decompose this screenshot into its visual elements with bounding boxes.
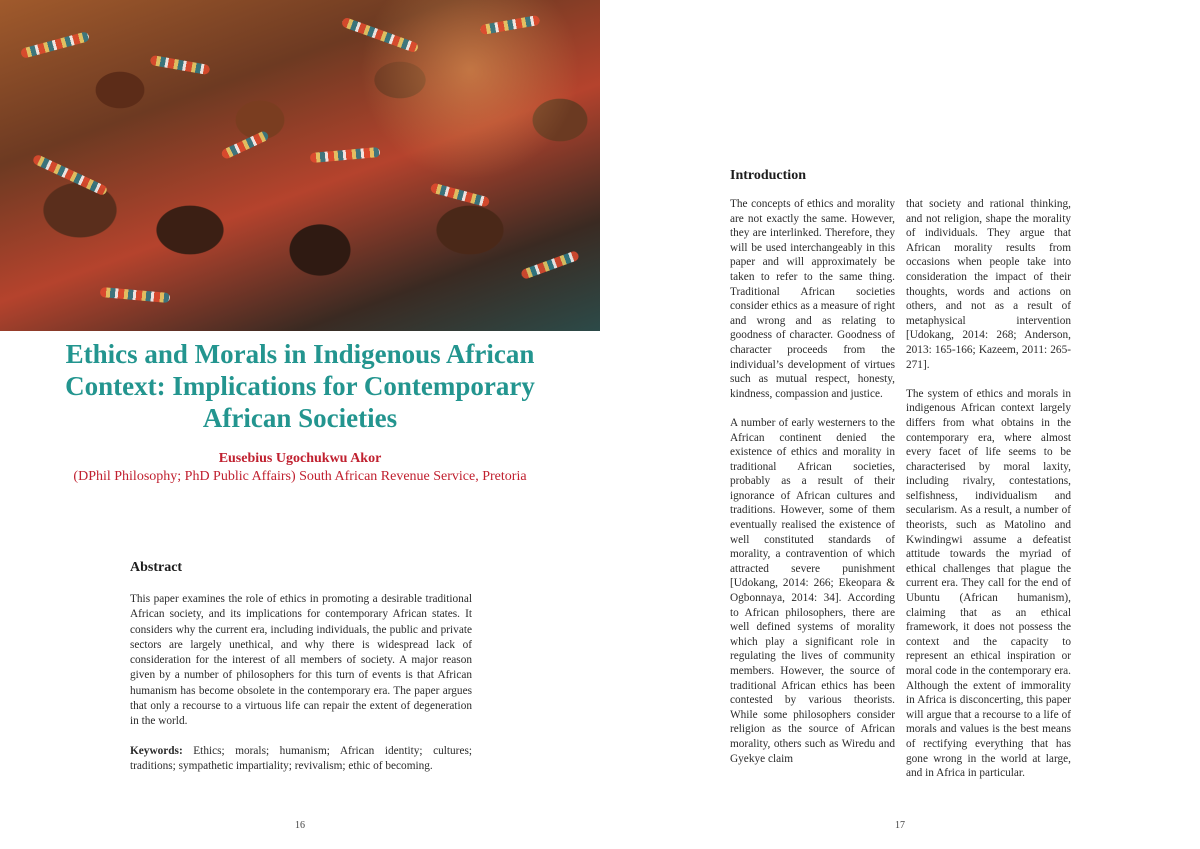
photo-beadwork: [32, 154, 109, 197]
cover-photo-crowd: [0, 0, 600, 331]
photo-beadwork: [220, 130, 270, 160]
photo-beadwork: [520, 250, 580, 280]
page-number-right: 17: [895, 820, 905, 831]
photo-beadwork: [100, 287, 171, 303]
paragraph: that society and rational thinking, and not religion, shape the morality of individuals. They argue that African morality results from occasions when people take into consideration the impact of their thoughts, words and actions on others, and not as a result of metaphysical intervention [Udokang, 2014: 268; Anderson, 2013: 165-166; Kazeem, 2011: 265-271].: [906, 198, 1071, 371]
photo-beadwork: [150, 55, 211, 75]
photo-beadwork: [430, 182, 491, 207]
photo-beadwork: [310, 147, 381, 163]
article-title: Ethics and Morals in Indigenous African Context: Implications for Contemporary African Societies: [65, 339, 535, 433]
text-column-right: [906, 197, 1071, 795]
keywords: [130, 744, 472, 775]
text-column-left: [730, 197, 895, 781]
paragraph: A number of early westerners to the African continent denied the existence of ethics and morality in traditional African societies, probably as a result of their ignorance of African cultures and traditions. However, some of them eventually realised the existence of well constituted standards of morality, a contravention of which attracted severe punishment [Udokang, 2014: 266; Ekeopara & Ogbonnaya, 2014: 34]. According to African philosophers, there are well defined systems of morality which play a significant role in regulating the lives of community members. However, the source of traditional African ethics has been contested by various theorists. While some philosophers consider religion as the source of African morality, others such as Wiredu and Gyekye claim: [730, 416, 895, 765]
introduction-heading: Introduction: [730, 168, 806, 183]
paragraph: The system of ethics and morals in indigenous African context largely differs from what obtains in the contemporary era, where almost every facet of life seems to be characterised by moral laxity, including rivalry, contestations, selfishness, individualism and secularism. As a result, a number of theorists, such as Matolino and Kwindingwi assume a defeatist attitude towards the myriad of ethical challenges that plague the current era. They call for the end of Ubuntu (African humanism), claiming that as an ethical framework, it does not possess the context and the capacity to represent an ethical inspiration or moral code in the contemporary era. Although the extent of immorality in Africa is disconcerting, this paper will argue that a recourse to a life of morals and values is the best means of rectifying everything that has gone wrong in the world at large, and in Africa in particular.: [906, 387, 1071, 780]
paragraph: The concepts of ethics and morality are not exactly the same. However, they are interlinked. Therefore, they will be used interchangeably in this paper and will approximately be taken to refer to the same thing. Traditional African societies consider ethics as a measure of right and wrong and as relating to goodness of character. Goodness of character proceeds from the individual’s development of virtues such as mutual respect, honesty, kindness, compassion and justice.: [730, 198, 895, 400]
page-number-left: 16: [295, 820, 305, 831]
author-affiliation: (DPhil Philosophy; PhD Public Affairs) South African Revenue Service, Pretoria: [73, 469, 527, 484]
keywords-text: Ethics; morals; humanism; African identity; cultures; traditions; sympathetic impartiality; revivalism; ethic of becoming.: [130, 744, 472, 772]
photo-beadwork: [20, 31, 90, 59]
abstract-section: [130, 560, 472, 788]
abstract-heading: Abstract: [130, 560, 183, 575]
author-name: Eusebius Ugochukwu Akor: [218, 451, 382, 466]
photo-light: [360, 0, 580, 180]
abstract-text: This paper examines the role of ethics in promoting a desirable traditional African society, and its implications for contemporary African states. It considers why the current era, including individuals, the public and private sectors are largely unethical, and why there is widespread lack of consideration for the interest of all members of society. A major reason given by a number of philosophers for this turn of events is that African humanism has become obsolete in the contemporary era. The paper argues that only a recourse to a virtuous life can repair the extent of degeneration in the world.: [130, 593, 472, 728]
keywords-label: Keywords:: [130, 744, 183, 757]
